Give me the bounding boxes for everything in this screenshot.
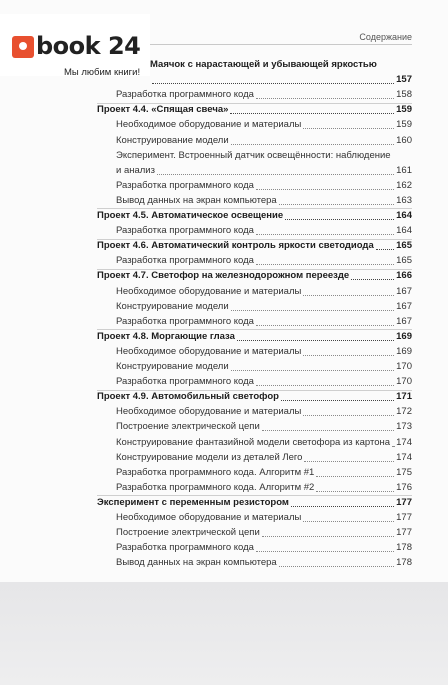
dot-leader (279, 203, 394, 205)
logo-text: book 24 (36, 32, 141, 60)
toc-page-number: 170 (396, 361, 412, 372)
toc-entry (116, 119, 412, 131)
dot-leader (281, 399, 394, 401)
dot-leader (262, 535, 394, 537)
toc-page-number: 177 (396, 527, 412, 539)
toc-page-number: 170 (396, 376, 412, 388)
dot-leader (376, 248, 394, 250)
toc-project-entry (97, 270, 412, 282)
toc-entry-title: и анализ (116, 164, 155, 176)
toc-page-number: 172 (396, 406, 412, 418)
dot-leader (230, 112, 394, 114)
toc-page-number: 171 (396, 391, 412, 403)
toc-project-entry (97, 391, 412, 403)
toc-page-number: 175 (396, 466, 412, 478)
toc-page-number: 177 (396, 496, 412, 508)
toc-entry (116, 195, 412, 207)
toc-entry (116, 286, 412, 298)
toc-entry-title: Разработка программного кода. Алгоритм #1 (116, 466, 315, 478)
toc-entry-title: Разработка программного кода (116, 89, 254, 101)
dot-leader (291, 505, 394, 507)
toc-entry (116, 301, 412, 313)
toc-page-number: 177 (396, 512, 412, 523)
toc-entry (116, 135, 412, 147)
toc-entry-title: Конструирование модели из деталей Лего (116, 451, 303, 463)
dot-leader (256, 97, 394, 99)
toc-page-number: 165 (396, 240, 412, 252)
dot-leader (256, 233, 394, 235)
toc-page-number: 167 (396, 300, 412, 312)
dot-leader (285, 218, 394, 220)
toc-entry (116, 225, 412, 237)
dot-leader (316, 475, 394, 477)
toc-entry-title: Эксперимент. Встроенный датчик освещённости: наблюдение (116, 149, 391, 161)
toc-page-number: 159 (396, 119, 412, 131)
toc-entry (116, 165, 412, 177)
toc-entry (116, 316, 412, 328)
toc-entry (116, 482, 412, 494)
toc-entry-title: Необходимое оборудование и материалы (116, 345, 302, 357)
toc-entry (116, 180, 412, 192)
running-head: Содержание (359, 32, 412, 42)
toc-page-number: 174 (396, 436, 412, 448)
toc-entry (116, 150, 412, 162)
toc-entry-title: Проект 4.9. Автомобильный светофор (97, 391, 279, 403)
dot-leader (303, 414, 394, 416)
toc-entry-title: Проект 4.7. Светофор на железнодорожном переезде (97, 270, 350, 282)
dot-leader (256, 263, 394, 265)
toc-entry-title: Вывод данных на экран компьютера (116, 194, 277, 206)
dot-leader (256, 324, 394, 326)
dot-leader (256, 188, 394, 190)
dot-leader (152, 82, 394, 84)
toc-page-number: 173 (396, 421, 412, 433)
toc-entry-title: Построение электрической цепи (116, 527, 260, 539)
toc-page-number: 178 (396, 542, 412, 554)
dot-leader (303, 294, 394, 296)
dot-leader (303, 354, 394, 356)
toc-entry (116, 512, 412, 524)
toc-page-number: 165 (396, 255, 412, 267)
dot-leader (231, 309, 395, 311)
toc-project-entry (97, 497, 412, 509)
dot-leader (157, 173, 394, 175)
dot-leader (256, 550, 394, 552)
toc-entry (116, 437, 412, 449)
dot-leader (231, 143, 395, 145)
dot-leader (231, 369, 395, 371)
toc-entry (116, 527, 412, 539)
toc-entry-title: Эксперимент с переменным резистором (97, 496, 289, 508)
dot-leader (262, 429, 394, 431)
toc-entry (116, 376, 412, 388)
toc-entry (116, 89, 412, 101)
toc-project-entry (97, 104, 412, 116)
toc-page-number: 167 (396, 315, 412, 327)
toc-entry-title: Разработка программного кода (116, 225, 254, 237)
book-icon (12, 36, 34, 58)
toc-entry-title: Конструирование фантазийной модели светофора из картона (116, 436, 391, 448)
dot-leader (316, 490, 394, 492)
toc-entry (116, 467, 412, 479)
toc-page-number: 166 (396, 270, 412, 282)
toc-entry-title: Маячок с нарастающей и убывающей яркостью (150, 59, 377, 70)
toc-project-entry (97, 210, 412, 222)
toc-entry-title: Конструирование модели (116, 134, 229, 146)
toc-entry-title: Конструирование модели (116, 361, 229, 372)
toc-entry-title: Проект 4.8. Моргающие глаза (97, 330, 235, 342)
toc-entry-title: Разработка программного кода (116, 315, 254, 327)
toc-entry-title: Необходимое оборудование и материалы (116, 406, 302, 418)
toc-entry (116, 361, 412, 373)
toc-page-number: 162 (396, 179, 412, 191)
dot-leader (351, 278, 394, 280)
dot-leader (279, 565, 394, 567)
toc-entry-title: Вывод данных на экран компьютера (116, 557, 277, 569)
toc-page-number: 161 (396, 164, 412, 176)
toc-entry (116, 452, 412, 464)
toc-page-number: 163 (396, 194, 412, 206)
toc-entry-title: Конструирование модели (116, 300, 229, 312)
toc-project-entry (97, 331, 412, 343)
toc-entry-title: Проект 4.6. Автоматический контроль яркости светодиода (97, 240, 374, 252)
dot-leader (304, 460, 394, 462)
dot-leader (392, 445, 394, 447)
toc-entry-title: Разработка программного кода (116, 255, 254, 267)
toc-entry-title: Разработка программного кода. Алгоритм #2 (116, 481, 315, 493)
toc-page-number: 158 (396, 89, 412, 101)
toc-entry-title: Построение электрической цепи (116, 421, 260, 433)
toc-page-number: 164 (396, 210, 412, 221)
toc-entry (116, 406, 412, 418)
toc-page-number: 159 (396, 104, 412, 116)
dot-leader (303, 127, 394, 129)
toc-page-number: 178 (396, 557, 412, 569)
toc-page-number: 176 (396, 481, 412, 493)
toc-project-entry (97, 240, 412, 252)
toc-entry-title: Проект 4.4. «Спящая свеча» (97, 104, 229, 116)
dot-leader (256, 384, 394, 386)
toc-entry-title: Необходимое оборудование и материалы (116, 119, 302, 131)
toc-page-number: 169 (396, 330, 412, 342)
dot-leader (303, 520, 394, 522)
toc-entry (116, 557, 412, 569)
store-logo[interactable] (0, 14, 150, 76)
header-rule (150, 44, 412, 45)
toc-entry-title: Необходимое оборудование и материалы (116, 285, 302, 297)
toc-entry (116, 542, 412, 554)
toc-entry-title: Необходимое оборудование и материалы (116, 512, 302, 523)
toc-project-entry (150, 59, 412, 71)
toc-page-number: 164 (396, 225, 412, 237)
toc-entry-title: Проект 4.5. Автоматическое освещение (97, 210, 284, 221)
toc-entry (116, 346, 412, 358)
toc-entry-title: Разработка программного кода (116, 179, 254, 191)
toc-page-number: 157 (396, 74, 412, 86)
logo-tagline: Мы любим книги! (64, 67, 141, 78)
toc-page-number: 169 (396, 345, 412, 357)
toc-page-number: 160 (396, 134, 412, 146)
page-background (0, 582, 448, 685)
toc-page-number: 174 (396, 451, 412, 463)
toc-entry (116, 421, 412, 433)
toc-project-entry (150, 74, 412, 86)
dot-leader (237, 339, 394, 341)
toc-entry-title: Разработка программного кода (116, 542, 254, 554)
toc-entry-title: Разработка программного кода (116, 376, 254, 388)
toc-entry (116, 255, 412, 267)
toc-page-number: 167 (396, 285, 412, 297)
